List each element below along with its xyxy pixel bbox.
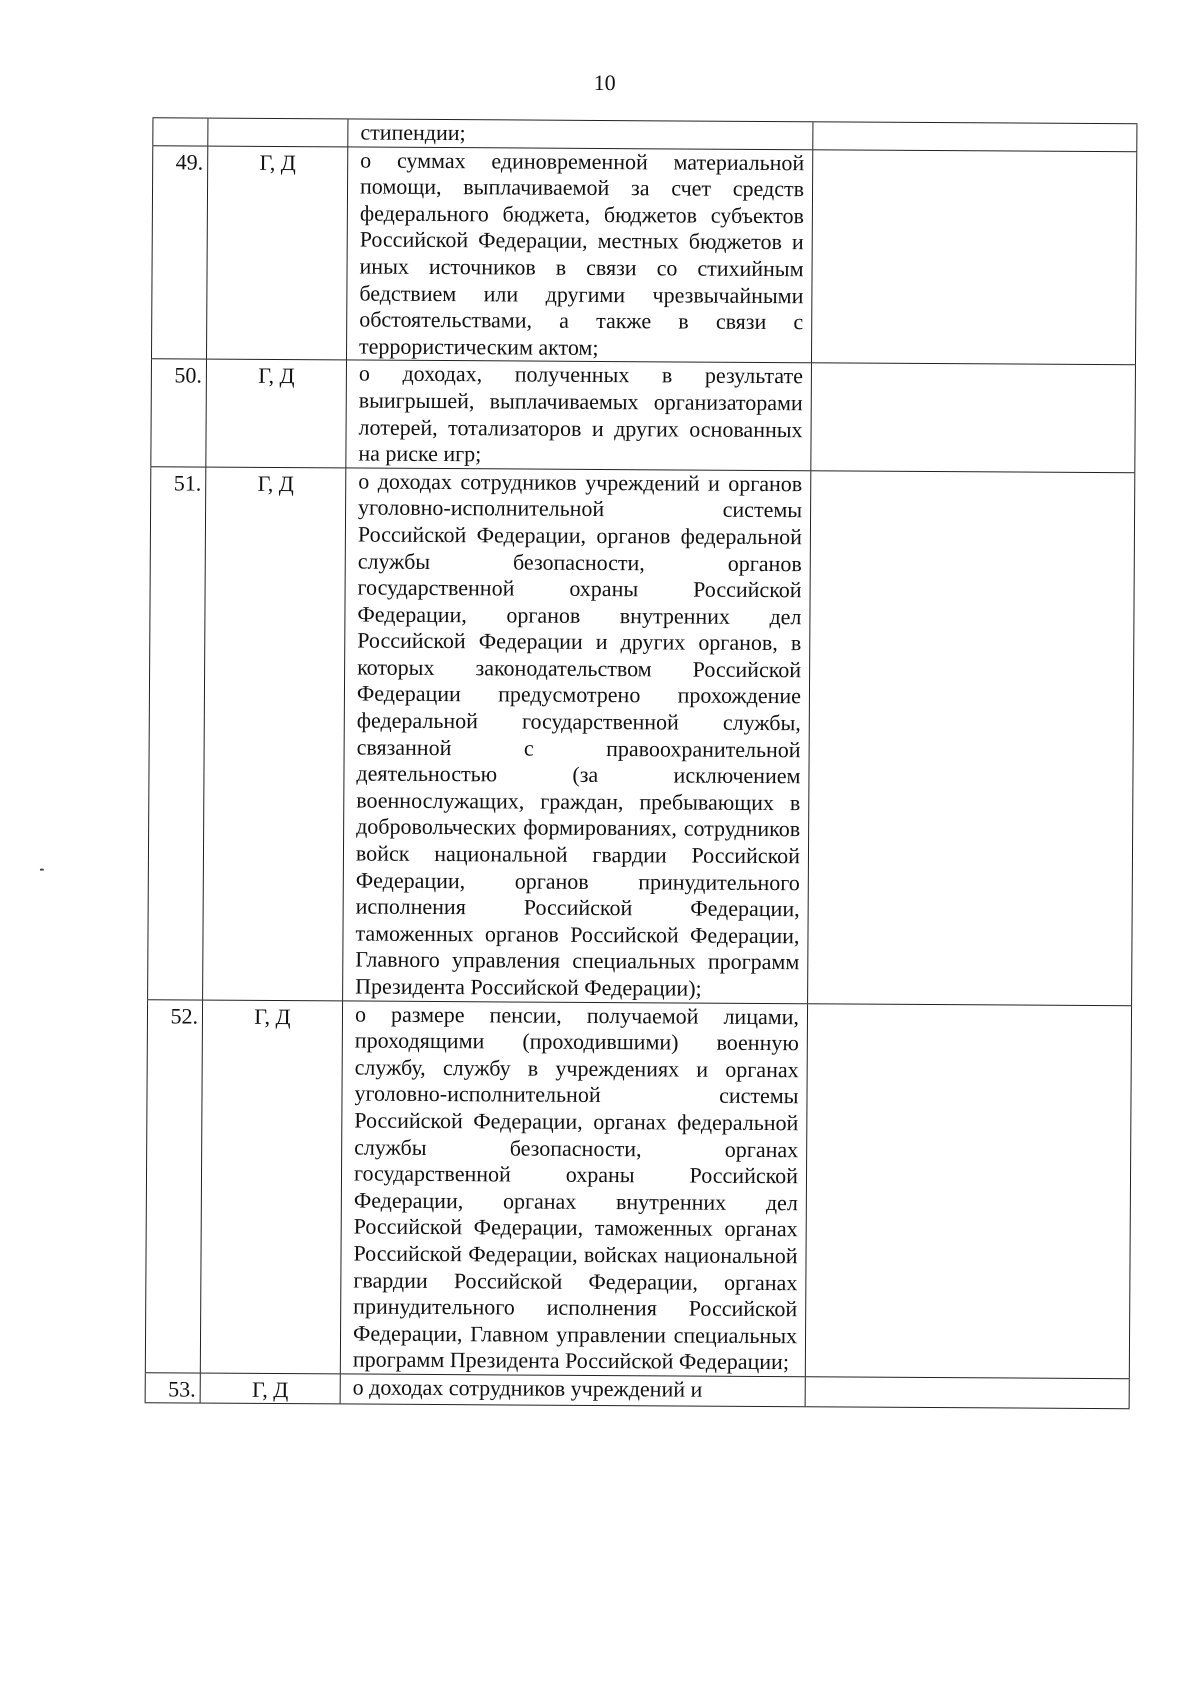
- scan-artifact: [40, 869, 44, 871]
- row-number: 50.: [150, 360, 206, 467]
- row-code: Г, Д: [205, 360, 346, 467]
- row-number: [152, 118, 207, 145]
- row-text: стипендии;: [347, 119, 812, 148]
- row-text: о доходах сотрудников учреждений и: [340, 1374, 805, 1406]
- row-number: 51.: [147, 467, 205, 999]
- table-row: [150, 360, 1136, 473]
- row-text: о размере пенсии, получаемой лицами, проходящими (проходившими) военную службу, службу в учреждениях и органах уголовно-исполнительной системы Российской Федерации, органах федеральной службы безопасности, органах государственной охраны Российской Федерации, органах внутренних дел Российской Федерации, таможенных органах Российской Федерации, войсках национальной гвардии Российской Федерации, органах принудительного исполнения Российской Федерации, Главном управлении специальных программ Президента Российской Федерации;: [340, 1001, 807, 1376]
- row-number: 53.: [145, 1373, 200, 1402]
- row-empty-cell: [811, 150, 1137, 365]
- row-code: [207, 119, 347, 146]
- row-empty-cell: [805, 1004, 1132, 1378]
- row-empty-cell: [807, 471, 1135, 1005]
- row-text: о доходах, полученных в результате выигрышей, выплачиваемых организаторами лотерей, тотализаторов и других основанных на риске игр;: [345, 361, 811, 470]
- row-text: о доходах сотрудников учреждений и органов уголовно-исполнительной системы Российской Федерации, органов федеральной службы безопасности, органов государственной охраны Российской Федерации, органов внутренних дел Российской Федерации и других органов, в которых законодательством Российской Федерации предусмотрено прохождение федеральной государственной службы, связанной с правоохранительной деятельностью (за исключением военнослужащих, граждан, пребывающих в добровольческих формированиях, сотрудников войск национальной гвардии Российской Федерации, органов принудительного исполнения Российской Федерации, таможенных органов Российской Федерации, Главного управления специальных программ Президента Российской Федерации);: [342, 468, 810, 1003]
- row-number: 52.: [145, 1000, 202, 1373]
- row-empty-cell: [812, 122, 1137, 151]
- row-code: Г, Д: [200, 1373, 340, 1403]
- row-code: Г, Д: [200, 1000, 342, 1373]
- row-text: о суммах единовременной материальной помощи, выплачиваемой за счет средств федерального бюджета, бюджетов субъектов Российской Федерации, местных бюджетов и иных источников в связи со стихийным бедствием или другими чрезвычайными обстоятельствами, а также в связи с террористическим актом;: [346, 147, 812, 363]
- page-number: 10: [593, 69, 616, 96]
- row-code: Г, Д: [202, 467, 345, 1000]
- document-table: [145, 117, 1138, 1409]
- table-row: [151, 146, 1137, 366]
- table-row: [147, 467, 1135, 1006]
- row-number: 49.: [151, 146, 207, 359]
- table-row: [145, 1000, 1132, 1379]
- table-row: [145, 1373, 1130, 1409]
- row-code: Г, Д: [206, 146, 347, 360]
- row-empty-cell: [810, 364, 1136, 472]
- row-empty-cell: [805, 1377, 1130, 1408]
